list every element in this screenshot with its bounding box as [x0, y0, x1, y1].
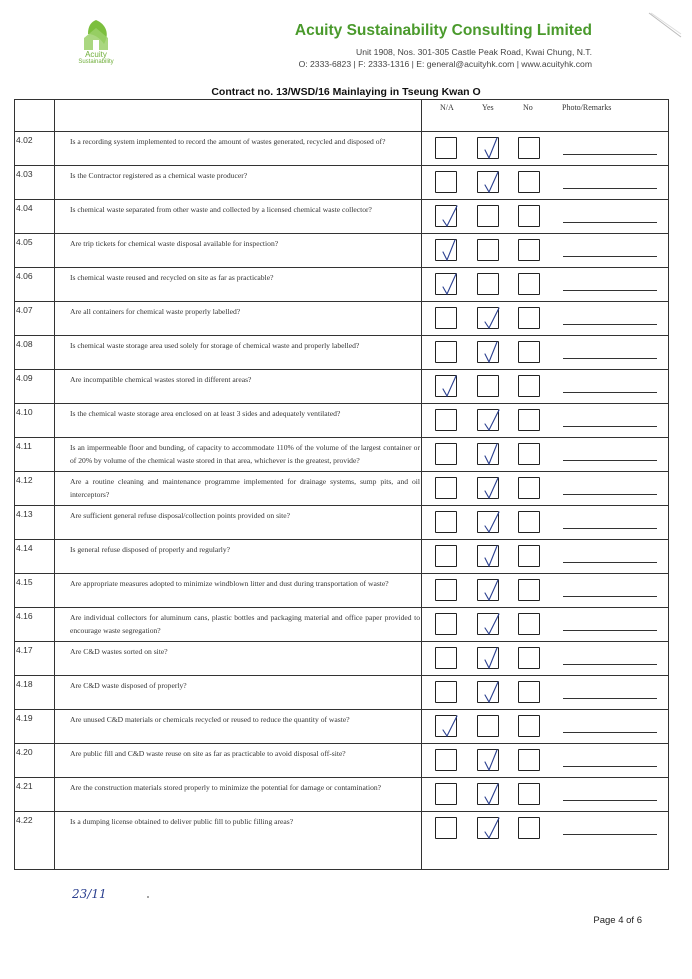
col-header-yes: Yes	[482, 103, 494, 112]
handwritten-signature	[70, 883, 120, 903]
checkmark-icon	[436, 269, 464, 299]
checkmark-icon	[478, 575, 506, 605]
item-number: 4.09	[16, 373, 33, 383]
remarks-line[interactable]	[563, 324, 657, 325]
col-header-remarks: Photo/Remarks	[562, 103, 612, 112]
checkmark-icon	[436, 371, 464, 401]
remarks-line[interactable]	[563, 664, 657, 665]
remarks-line[interactable]	[563, 426, 657, 427]
table-row	[15, 812, 668, 846]
remarks-line[interactable]	[563, 732, 657, 733]
item-number: 4.14	[16, 543, 33, 553]
item-number: 4.03	[16, 169, 33, 179]
remarks-line[interactable]	[563, 630, 657, 631]
checkbox-yes[interactable]	[477, 239, 499, 261]
question-text: Are all containers for chemical waste properly labelled?	[70, 307, 241, 316]
checkbox-na[interactable]	[435, 477, 457, 499]
checkmark-icon	[478, 609, 506, 639]
table-row	[15, 200, 668, 234]
checklist-table	[14, 99, 669, 870]
checkbox-no[interactable]	[518, 341, 540, 363]
checkmark-icon	[478, 405, 506, 435]
checkmark-icon	[436, 711, 464, 741]
item-number: 4.19	[16, 713, 33, 723]
checkbox-no[interactable]	[518, 681, 540, 703]
item-number: 4.20	[16, 747, 33, 757]
checkmark-icon	[436, 201, 464, 231]
checkbox-yes[interactable]	[477, 375, 499, 397]
checkbox-no[interactable]	[518, 613, 540, 635]
item-number: 4.13	[16, 509, 33, 519]
question-text: Is a dumping license obtained to deliver public fill to public filling areas?	[70, 817, 294, 826]
table-row	[15, 676, 668, 710]
letterhead	[0, 0, 692, 86]
checkbox-yes[interactable]	[477, 205, 499, 227]
checkbox-na[interactable]	[435, 817, 457, 839]
item-number: 4.12	[16, 475, 33, 485]
table-row	[15, 778, 668, 812]
item-number: 4.07	[16, 305, 33, 315]
checkbox-no[interactable]	[518, 375, 540, 397]
checkbox-na[interactable]	[435, 511, 457, 533]
item-number: 4.02	[16, 135, 33, 145]
table-row	[15, 404, 668, 438]
table-row	[15, 642, 668, 676]
checkbox-no[interactable]	[518, 239, 540, 261]
page-number: Page 4 of 6	[593, 915, 642, 926]
address-line: Unit 1908, Nos. 301-305 Castle Peak Road, Kwai Chung, N.T.	[356, 47, 592, 57]
checkmark-icon	[478, 643, 506, 673]
leaf-house-icon	[78, 18, 114, 52]
remarks-line[interactable]	[563, 290, 657, 291]
remarks-line[interactable]	[563, 222, 657, 223]
question-text: Are sufficient general refuse disposal/collection points provided on site?	[70, 511, 291, 520]
table-row	[15, 302, 668, 336]
question-text: Are appropriate measures adopted to minimize windblown litter and dust during transportation of waste?	[70, 579, 389, 588]
question-text: Is general refuse disposed of properly and regularly?	[70, 545, 231, 554]
col-header-na: N/A	[440, 103, 454, 112]
table-row	[15, 234, 668, 268]
remarks-line[interactable]	[563, 528, 657, 529]
checkbox-no[interactable]	[518, 783, 540, 805]
item-number: 4.22	[16, 815, 33, 825]
item-number: 4.17	[16, 645, 33, 655]
checkbox-na[interactable]	[435, 307, 457, 329]
checkbox-no[interactable]	[518, 545, 540, 567]
remarks-line[interactable]	[563, 698, 657, 699]
checkmark-icon	[478, 439, 506, 469]
remarks-line[interactable]	[563, 494, 657, 495]
contact-line: O: 2333-6823 | F: 2333-1316 | E: general@acuityhk.com | www.acuityhk.com	[298, 59, 592, 69]
checkmark-icon	[478, 507, 506, 537]
checkmark-icon	[478, 133, 506, 163]
remarks-line[interactable]	[563, 766, 657, 767]
checkmark-icon	[478, 779, 506, 809]
checkmark-icon	[478, 677, 506, 707]
remarks-line[interactable]	[563, 562, 657, 563]
question-text: Is an impermeable floor and bunding, of capacity to accommodate 110% of the volume of the largest container or of 20% by volume of the chemical waste stored in that area, whichever is the greatest, provide?	[70, 443, 420, 465]
table-row	[15, 370, 668, 404]
checkbox-na[interactable]	[435, 749, 457, 771]
table-row	[15, 472, 668, 506]
table-row	[15, 574, 668, 608]
checkmark-icon	[478, 541, 506, 571]
item-number: 4.05	[16, 237, 33, 247]
checkbox-yes[interactable]	[477, 715, 499, 737]
checkbox-no[interactable]	[518, 443, 540, 465]
checkmark-icon	[478, 745, 506, 775]
remarks-line[interactable]	[563, 596, 657, 597]
question-text: Are C&D waste disposed of properly?	[70, 681, 187, 690]
question-text: Is the Contractor registered as a chemical waste producer?	[70, 171, 248, 180]
item-number: 4.08	[16, 339, 33, 349]
remarks-line[interactable]	[563, 460, 657, 461]
table-row	[15, 744, 668, 778]
checkbox-no[interactable]	[518, 205, 540, 227]
checkbox-no[interactable]	[518, 749, 540, 771]
remarks-line[interactable]	[563, 800, 657, 801]
question-text: Are public fill and C&D waste reuse on site as far as practicable to avoid disposal off-site?	[70, 749, 346, 758]
checkbox-no[interactable]	[518, 409, 540, 431]
table-row	[15, 540, 668, 574]
table-row	[15, 336, 668, 370]
item-number: 4.10	[16, 407, 33, 417]
checkbox-na[interactable]	[435, 613, 457, 635]
checkmark-icon	[436, 235, 464, 265]
item-number: 4.06	[16, 271, 33, 281]
remarks-line[interactable]	[563, 834, 657, 835]
checkbox-na[interactable]	[435, 443, 457, 465]
item-number: 4.04	[16, 203, 33, 213]
table-row	[15, 268, 668, 302]
item-number: 4.11	[16, 441, 32, 451]
ink-dot	[147, 896, 149, 898]
checkbox-no[interactable]	[518, 715, 540, 737]
question-text: Are the construction materials stored properly to minimize the potential for damage or contamination?	[70, 783, 382, 792]
checkbox-na[interactable]	[435, 579, 457, 601]
question-text: Are incompatible chemical wastes stored in different areas?	[70, 375, 252, 384]
checkbox-no[interactable]	[518, 137, 540, 159]
company-logo	[70, 18, 122, 78]
logo-text: Acuity	[85, 50, 107, 59]
checkbox-no[interactable]	[518, 477, 540, 499]
table-row	[15, 132, 668, 166]
checkmark-icon	[478, 473, 506, 503]
remarks-line[interactable]	[563, 256, 657, 257]
checkbox-na[interactable]	[435, 341, 457, 363]
question-text: Are unused C&D materials or chemicals recycled or reused to reduce the quantity of waste?	[70, 715, 350, 724]
checkbox-no[interactable]	[518, 647, 540, 669]
checkbox-no[interactable]	[518, 817, 540, 839]
remarks-line[interactable]	[563, 392, 657, 393]
checkbox-na[interactable]	[435, 545, 457, 567]
remarks-line[interactable]	[563, 358, 657, 359]
checkbox-na[interactable]	[435, 783, 457, 805]
remarks-line[interactable]	[563, 188, 657, 189]
question-text: Are trip tickets for chemical waste disposal available for inspection?	[70, 239, 279, 248]
table-row	[15, 710, 668, 744]
table-row	[15, 506, 668, 540]
col-header-no: No	[523, 103, 533, 112]
question-text: Is a recording system implemented to record the amount of wastes generated, recycled and disposed of?	[70, 137, 386, 146]
checkbox-na[interactable]	[435, 171, 457, 193]
checkbox-na[interactable]	[435, 681, 457, 703]
item-number: 4.16	[16, 611, 33, 621]
question-text: Is chemical waste storage area used solely for storage of chemical waste and properly labelled?	[70, 341, 360, 350]
checkbox-na[interactable]	[435, 409, 457, 431]
question-text: Are C&D wastes sorted on site?	[70, 647, 168, 656]
question-text: Is chemical waste reused and recycled on site as far as practicable?	[70, 273, 274, 282]
checkbox-no[interactable]	[518, 511, 540, 533]
checkbox-na[interactable]	[435, 647, 457, 669]
checkbox-no[interactable]	[518, 579, 540, 601]
item-number: 4.21	[16, 781, 33, 791]
svg-text:23/11: 23/11	[72, 887, 107, 901]
question-text: Are a routine cleaning and maintenance programme implemented for drainage systems, sump pits, and oil interceptors?	[70, 477, 420, 499]
contract-title: Contract no. 13/WSD/16 Mainlaying in Tseung Kwan O	[211, 86, 481, 98]
logo-subtext: Sustainability	[78, 59, 114, 65]
question-text: Are individual collectors for aluminum cans, plastic bottles and packaging material and office paper provided to encourage waste segregation?	[70, 613, 420, 635]
checkmark-icon	[478, 303, 506, 333]
question-text: Is the chemical waste storage area enclosed on at least 3 sides and adequately ventilated?	[70, 409, 341, 418]
table-row	[15, 608, 668, 642]
checkbox-yes[interactable]	[477, 273, 499, 295]
checkbox-no[interactable]	[518, 171, 540, 193]
checkbox-na[interactable]	[435, 137, 457, 159]
checkmark-icon	[478, 813, 506, 843]
company-name: Acuity Sustainability Consulting Limited	[294, 22, 592, 39]
company-address	[299, 46, 592, 70]
table-row	[15, 438, 668, 472]
item-number: 4.18	[16, 679, 33, 689]
checkmark-icon	[478, 337, 506, 367]
checkbox-no[interactable]	[518, 273, 540, 295]
question-text: Is chemical waste separated from other waste and collected by a licensed chemical waste collector?	[70, 205, 372, 214]
corner-fold-mark	[648, 12, 682, 38]
checkmark-icon	[478, 167, 506, 197]
checkbox-no[interactable]	[518, 307, 540, 329]
table-row	[15, 166, 668, 200]
item-number: 4.15	[16, 577, 33, 587]
remarks-line[interactable]	[563, 154, 657, 155]
